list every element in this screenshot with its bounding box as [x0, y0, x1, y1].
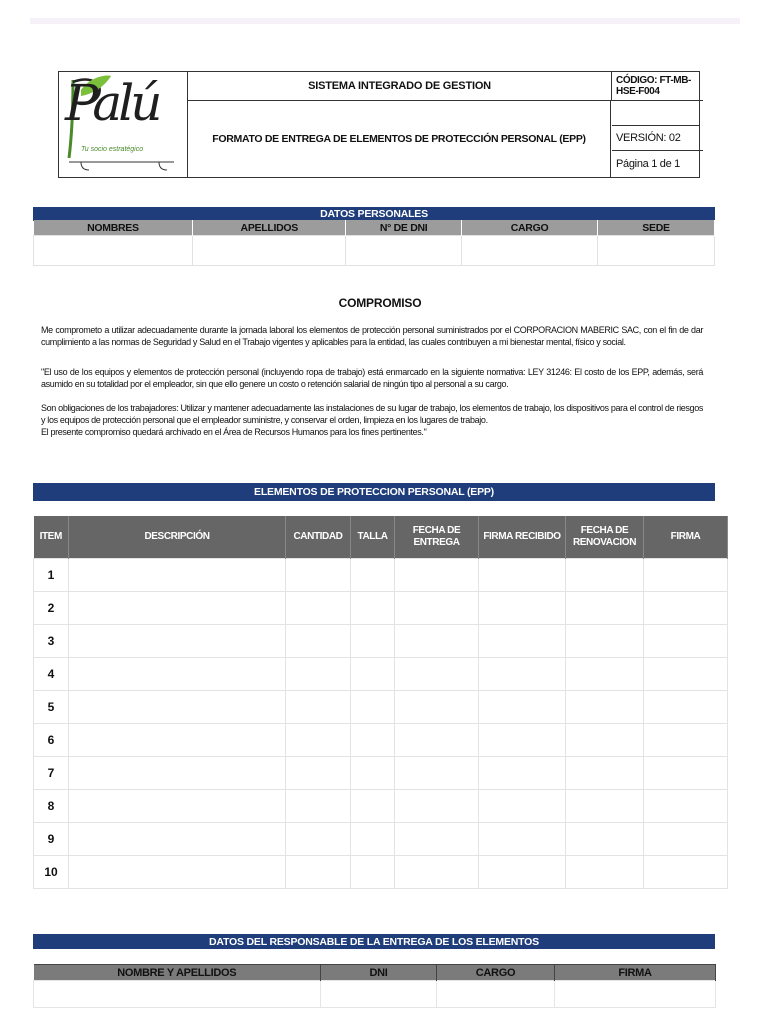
firma-cell[interactable] [644, 691, 728, 724]
table-row [34, 856, 728, 889]
cantidad-cell[interactable] [286, 757, 351, 790]
firma-cell[interactable] [644, 724, 728, 757]
firma-recibido-cell[interactable] [479, 823, 566, 856]
fecha-renovacion-cell[interactable] [566, 823, 644, 856]
fecha-renovacion-cell[interactable] [566, 691, 644, 724]
firma-cell[interactable] [644, 658, 728, 691]
col-apellidos: APELLIDOS [193, 220, 346, 236]
cargo-field[interactable] [462, 236, 598, 266]
descripcion-cell[interactable] [69, 691, 286, 724]
company-logo [59, 72, 188, 177]
item-number: 2 [34, 592, 69, 625]
firma-recibido-cell[interactable] [479, 724, 566, 757]
logo-tagline: Tu socio estratégico [81, 146, 144, 153]
table-row [34, 625, 728, 658]
commitment-paragraph-3: Son obligaciones de los trabajadores: Utilizar y mantener adecuadamente las instalaciones de su lugar de trabajo, los elementos de trabajo, los dispositivos para el control de riesgos y los equipos de protección personal que el empleador suministre, y conservar el orden, limpieza en los lugares de trabajo. [41, 403, 703, 425]
nombre-apellidos-field[interactable] [34, 981, 321, 1008]
format-title: FORMATO DE ENTREGA DE ELEMENTOS DE PROTECCIÓN PERSONAL (EPP) [188, 101, 611, 177]
page-indicator: Página 1 de 1 [616, 158, 680, 170]
header-blank-cell [612, 101, 699, 126]
item-number: 6 [34, 724, 69, 757]
fecha-entrega-cell[interactable] [395, 658, 479, 691]
cantidad-cell[interactable] [286, 592, 351, 625]
cantidad-cell[interactable] [286, 823, 351, 856]
col-firma: FIRMA [644, 516, 728, 559]
firma-recibido-cell[interactable] [479, 790, 566, 823]
cargo-field[interactable] [437, 981, 555, 1008]
fecha-entrega-cell[interactable] [395, 691, 479, 724]
col-cargo: CARGO [437, 965, 555, 981]
personal-data-table [33, 220, 715, 266]
dni-field[interactable] [321, 981, 437, 1008]
cantidad-cell[interactable] [286, 625, 351, 658]
table-row [34, 691, 728, 724]
col-firma: FIRMA [555, 965, 716, 981]
col-talla: TALLA [351, 516, 395, 559]
firma-recibido-cell[interactable] [479, 592, 566, 625]
commitment-paragraph-1: Me comprometo a utilizar adecuadamente durante la jornada laboral los elementos de protección personal suministrados por el CORPORACION MABERIC SAC, con el fin de dar cumplimiento a las normas de Seguridad y Salud en el Trabajo vigentes y aplicables para la entidad, las cuales contribuyen a mi bienestar mental, físico y social. [41, 325, 703, 347]
col-cargo: CARGO [462, 220, 598, 236]
firma-cell[interactable] [644, 856, 728, 889]
table-row [34, 823, 728, 856]
firma-recibido-cell[interactable] [479, 856, 566, 889]
col-firma-recibido: FIRMA RECIBIDO [479, 516, 566, 559]
table-row [34, 559, 728, 592]
personal-data-bar: DATOS PERSONALES [33, 207, 715, 221]
col-cantidad: CANTIDAD [286, 516, 351, 559]
fecha-renovacion-cell[interactable] [566, 856, 644, 889]
firma-cell[interactable] [644, 823, 728, 856]
table-row [34, 658, 728, 691]
firma-recibido-cell[interactable] [479, 559, 566, 592]
document-version: VERSIÓN: 02 [612, 126, 703, 151]
commitment-paragraph-4: El presente compromiso quedará archivado en el Área de Recursos Humanos para los fines pertinentes." [41, 427, 427, 437]
top-edge-strip [30, 18, 740, 24]
fecha-renovacion-cell[interactable] [566, 790, 644, 823]
col-dni: DNI [321, 965, 437, 981]
item-number: 4 [34, 658, 69, 691]
talla-cell[interactable] [351, 823, 395, 856]
fecha-renovacion-cell[interactable] [566, 592, 644, 625]
descripcion-cell[interactable] [69, 724, 286, 757]
item-number: 1 [34, 559, 69, 592]
talla-cell[interactable] [351, 658, 395, 691]
fecha-entrega-cell[interactable] [395, 724, 479, 757]
cantidad-cell[interactable] [286, 724, 351, 757]
fecha-entrega-cell[interactable] [395, 559, 479, 592]
item-number: 3 [34, 625, 69, 658]
system-title: SISTEMA INTEGRADO DE GESTION [188, 72, 612, 101]
fecha-renovacion-cell[interactable] [566, 757, 644, 790]
responsible-table [33, 964, 716, 1008]
descripcion-cell[interactable] [69, 592, 286, 625]
apellidos-field[interactable] [193, 236, 346, 266]
descripcion-cell[interactable] [69, 658, 286, 691]
dni-field[interactable] [346, 236, 462, 266]
item-number: 10 [34, 856, 69, 889]
descripcion-cell[interactable] [69, 823, 286, 856]
epp-bar: ELEMENTOS DE PROTECCION PERSONAL (EPP) [33, 483, 715, 501]
col-fecha-entrega: FECHA DE ENTREGA [395, 516, 479, 559]
col-dni: N° DE DNI [346, 220, 462, 236]
col-fecha-renovacion: FECHA DE RENOVACION [566, 516, 644, 559]
talla-cell[interactable] [351, 757, 395, 790]
firma-recibido-cell[interactable] [479, 691, 566, 724]
nombres-field[interactable] [34, 236, 193, 266]
col-nombre-apellidos: NOMBRE Y APELLIDOS [34, 965, 321, 981]
sede-field[interactable] [597, 236, 714, 266]
item-number: 9 [34, 823, 69, 856]
firma-cell[interactable] [644, 790, 728, 823]
firma-recibido-cell[interactable] [479, 625, 566, 658]
table-row [34, 592, 728, 625]
talla-cell[interactable] [351, 691, 395, 724]
fecha-renovacion-cell[interactable] [566, 625, 644, 658]
firma-cell[interactable] [644, 625, 728, 658]
col-sede: SEDE [597, 220, 714, 236]
table-row [34, 790, 728, 823]
fecha-entrega-cell[interactable] [395, 790, 479, 823]
talla-cell[interactable] [351, 724, 395, 757]
cantidad-cell[interactable] [286, 658, 351, 691]
talla-cell[interactable] [351, 592, 395, 625]
firma-recibido-cell[interactable] [479, 658, 566, 691]
firma-cell[interactable] [644, 559, 728, 592]
fecha-entrega-cell[interactable] [395, 856, 479, 889]
fecha-entrega-cell[interactable] [395, 592, 479, 625]
logo-wordmark: Palú [65, 74, 159, 132]
document-header [58, 71, 700, 178]
talla-cell[interactable] [351, 790, 395, 823]
firma-cell[interactable] [644, 757, 728, 790]
col-nombres: NOMBRES [34, 220, 193, 236]
talla-cell[interactable] [351, 559, 395, 592]
fecha-entrega-cell[interactable] [395, 823, 479, 856]
responsible-row [34, 981, 716, 1008]
talla-cell[interactable] [351, 856, 395, 889]
commitment-paragraph-2: "El uso de los equipos y elementos de protección personal (incluyendo ropa de trabajo) está enmarcado en la siguiente normativa: LEY 31246: El costo de los EPP, además, será asumido en su totalidad por el empleador, sin que ello genere un costo o retención salarial de ningún tipo al personal a su cargo. [41, 367, 703, 389]
descripcion-cell[interactable] [69, 625, 286, 658]
col-item: ITEM [34, 516, 69, 559]
cantidad-cell[interactable] [286, 691, 351, 724]
cantidad-cell[interactable] [286, 790, 351, 823]
responsible-bar: DATOS DEL RESPONSABLE DE LA ENTREGA DE LOS ELEMENTOS [33, 934, 715, 949]
fecha-renovacion-cell[interactable] [566, 559, 644, 592]
descripcion-cell[interactable] [69, 559, 286, 592]
item-number: 7 [34, 757, 69, 790]
fecha-renovacion-cell[interactable] [566, 658, 644, 691]
firma-field[interactable] [555, 981, 716, 1008]
talla-cell[interactable] [351, 625, 395, 658]
table-row [34, 724, 728, 757]
epp-table [33, 516, 728, 889]
firma-recibido-cell[interactable] [479, 757, 566, 790]
item-number: 8 [34, 790, 69, 823]
item-number: 5 [34, 691, 69, 724]
descripcion-cell[interactable] [69, 790, 286, 823]
col-descripcion: DESCRIPCIÓN [69, 516, 286, 559]
personal-data-row [34, 236, 715, 266]
cantidad-cell[interactable] [286, 559, 351, 592]
commitment-title: COMPROMISO [338, 296, 422, 310]
cantidad-cell[interactable] [286, 856, 351, 889]
firma-cell[interactable] [644, 592, 728, 625]
fecha-renovacion-cell[interactable] [566, 724, 644, 757]
fecha-entrega-cell[interactable] [395, 625, 479, 658]
fecha-entrega-cell[interactable] [395, 757, 479, 790]
table-row [34, 757, 728, 790]
descripcion-cell[interactable] [69, 757, 286, 790]
descripcion-cell[interactable] [69, 856, 286, 889]
document-code: CÓDIGO: FT-MB-HSE-F004 [612, 72, 703, 101]
